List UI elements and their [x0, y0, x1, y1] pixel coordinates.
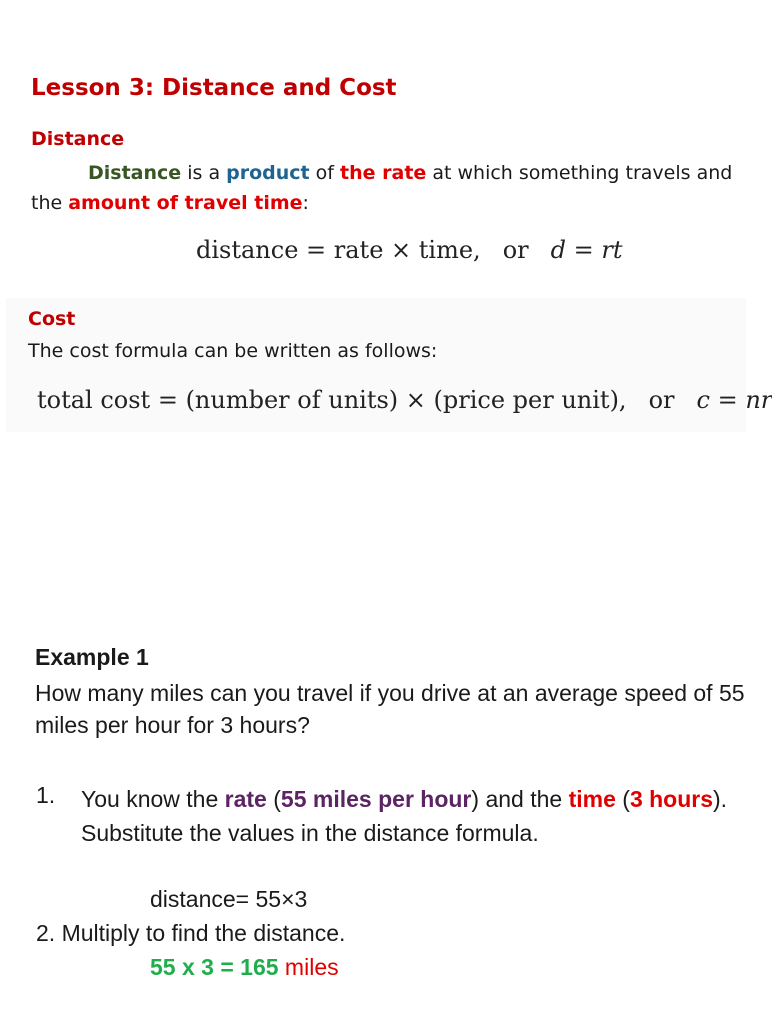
step-1-calculation: distance= 55×3 [150, 886, 308, 912]
distance-formula: distance = rate × time, or d = rt [196, 236, 623, 264]
step-2-text: 2. Multiply to find the distance. [36, 920, 346, 946]
distance-definition: Distance is a product of the rate at which something travels and the amount of travel time: [31, 162, 733, 214]
step-1-time-value: 3 hours [629, 786, 714, 812]
result-unit: miles [278, 954, 339, 980]
term-distance: Distance [88, 162, 182, 184]
distance-heading: Distance [31, 128, 125, 150]
step-1-number: 1. [36, 782, 56, 808]
cost-formula: total cost = (number of units) × (price per unit), or c = nr [37, 386, 772, 414]
step-1-text: You know the rate (55 miles per hour) and the time (3 hours). Substitute the values in the distance formula. [81, 786, 728, 846]
step-2-result [150, 954, 339, 981]
cost-intro: The cost formula can be written as follows: [28, 340, 438, 362]
step-1-time: time [568, 786, 616, 812]
lesson-title: Lesson 3: Distance and Cost [31, 75, 397, 101]
result-expression: 55 x 3 = 165 [150, 954, 279, 980]
example-title: Example 1 [35, 644, 149, 670]
example-question: How many miles can you travel if you drive at an average speed of 55 miles per hour for 3 hours? [35, 680, 745, 738]
cost-heading: Cost [28, 308, 76, 330]
term-rate: the rate [340, 162, 427, 184]
step-1-rate-value: 55 miles per hour [280, 786, 472, 812]
term-time: amount of travel time [68, 192, 303, 214]
term-product: product [226, 162, 310, 184]
step-1-rate: rate [224, 786, 267, 812]
